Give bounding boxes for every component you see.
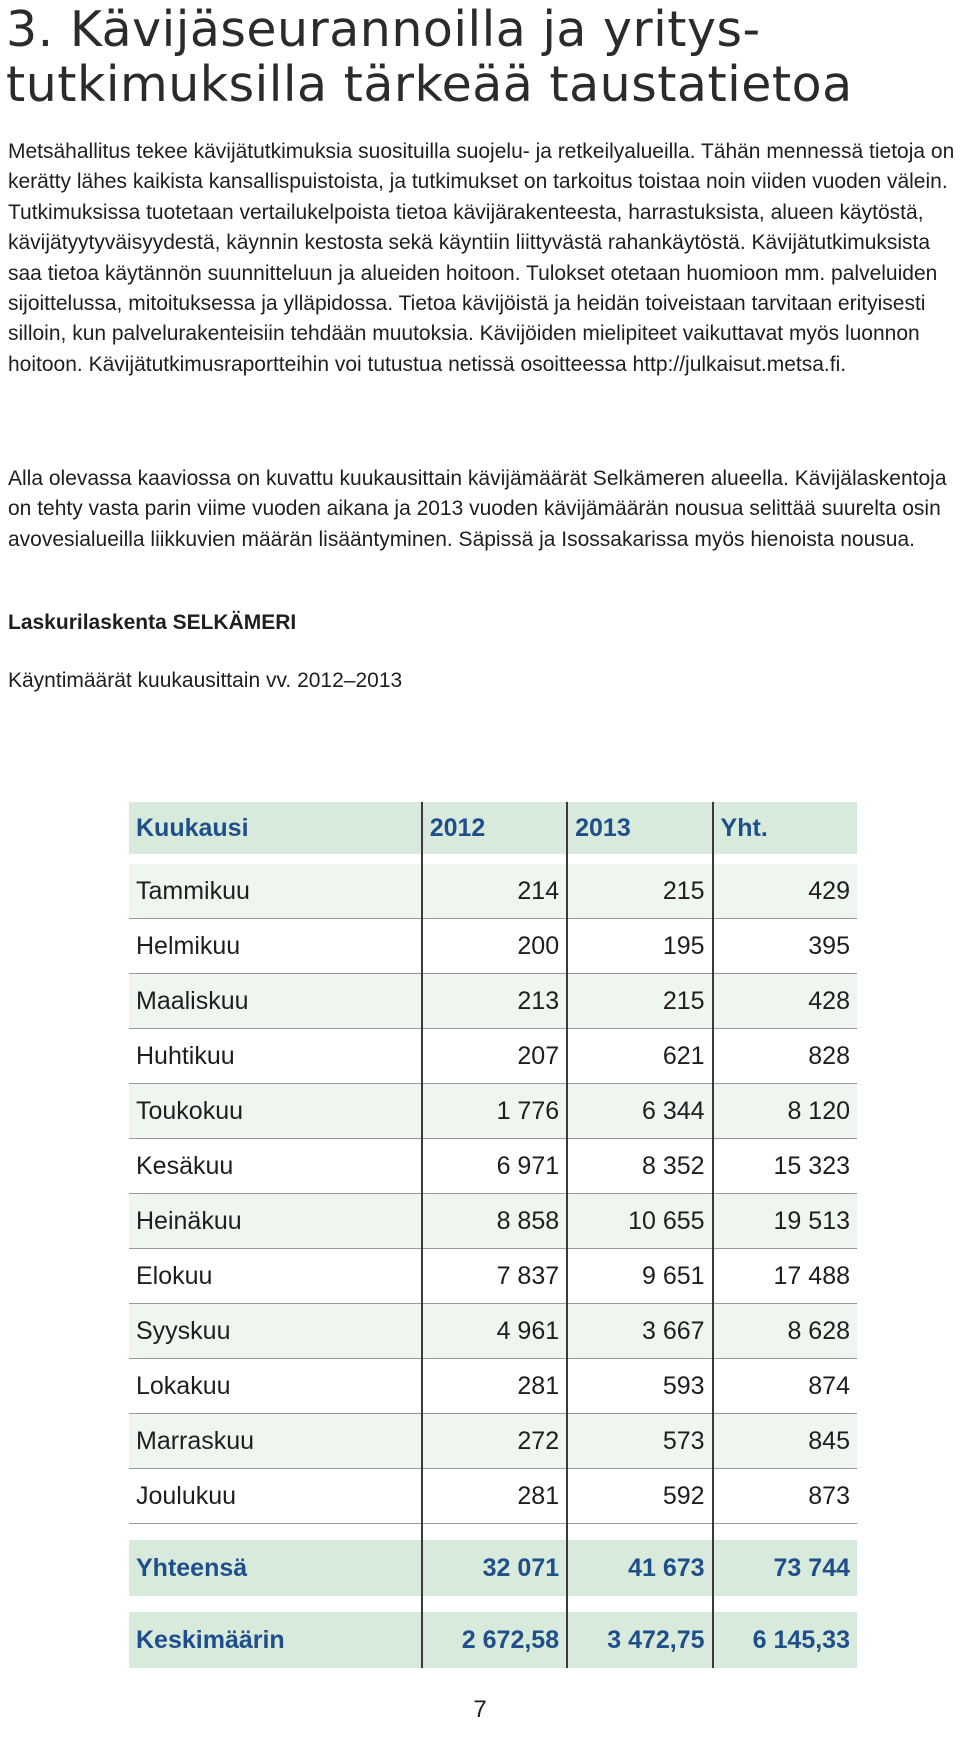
total-cell: 828 bbox=[713, 1029, 857, 1084]
value-2012-cell: 207 bbox=[422, 1029, 567, 1084]
month-cell: Syyskuu bbox=[129, 1304, 422, 1359]
month-cell: Huhtikuu bbox=[129, 1029, 422, 1084]
total-cell: 429 bbox=[713, 864, 857, 919]
month-cell: Helmikuu bbox=[129, 919, 422, 974]
table-row bbox=[129, 1469, 857, 1524]
section-heading bbox=[6, 2, 946, 112]
total-cell: 845 bbox=[713, 1414, 857, 1469]
visitor-count-table bbox=[129, 802, 857, 1668]
table-row bbox=[129, 1359, 857, 1414]
month-cell: Toukokuu bbox=[129, 1084, 422, 1139]
table-header-row bbox=[129, 802, 857, 854]
intro-paragraph: Metsähallitus tekee kävijätutkimuksia suosituilla suojelu- ja retkeilyalueilla. Tähän mennessä tietoja on kerätty lähes kaikista kansallispuistoista, ja tutkimukset on tarkoitus toistaa noin viiden vuoden välein. Tutkimuksissa tuotetaan vertailukelpoista tietoa kävijärakenteesta, harrastuksista, alueen käytöstä, kävijätyytyväisyydestä, käynnin kestosta sekä käyntiin liittyvästä rahankäytöstä. Kävijätutkimuksista saa tietoa käytännön suunnitteluun ja alueiden hoitoon. Tulokset otetaan huomioon mm. palveluiden sijoittelussa, mitoituksessa ja ylläpidossa. Tietoa kävijöistä ja heidän toiveistaan tarvitaan erityisesti silloin, kun palvelurakenteisiin tehdään muutoksia. Kävijöiden mielipiteet vaikuttavat myös luonnon hoitoon. Kävijätutkimusraportteihin voi tutustua netissä osoitteessa http://julkaisut.metsa.fi. bbox=[8, 140, 955, 376]
page-number: 7 bbox=[473, 1696, 487, 1723]
value-2013-cell: 215 bbox=[567, 864, 712, 919]
total-label-cell: Yhteensä bbox=[129, 1540, 422, 1596]
table-section-label: Laskurilaskenta SELKÄMERI bbox=[8, 611, 297, 634]
value-2012-cell: 200 bbox=[422, 919, 567, 974]
average-label-cell: Keskimäärin bbox=[129, 1612, 422, 1668]
table-spacer bbox=[129, 1596, 857, 1612]
total-cell: 19 513 bbox=[713, 1194, 857, 1249]
value-2012-cell: 281 bbox=[422, 1359, 567, 1414]
section-heading-line-1: 3. Kävijäseurannoilla ja yritys- bbox=[6, 1, 761, 58]
month-cell: Tammikuu bbox=[129, 864, 422, 919]
table-row bbox=[129, 1084, 857, 1139]
value-2013-cell: 621 bbox=[567, 1029, 712, 1084]
month-cell: Elokuu bbox=[129, 1249, 422, 1304]
table-spacer bbox=[129, 854, 857, 864]
total-cell: 17 488 bbox=[713, 1249, 857, 1304]
chart-description-paragraph: Alla olevassa kaaviossa on kuvattu kuukausittain kävijämäärät Selkämeren alueella. Kävijälaskentoja on tehty vasta parin viime vuoden aikana ja 2013 vuoden kävijämäärän nousua selittää suurelta osin avovesialueilla liikkuvien määrän lisääntyminen. Säpissä ja Isossakarissa myös hienoista nousua. bbox=[8, 467, 947, 551]
table-row bbox=[129, 1029, 857, 1084]
average-2013-cell: 3 472,75 bbox=[567, 1612, 712, 1668]
month-cell: Kesäkuu bbox=[129, 1139, 422, 1194]
value-2013-cell: 10 655 bbox=[567, 1194, 712, 1249]
total-cell: 15 323 bbox=[713, 1139, 857, 1194]
value-2012-cell: 281 bbox=[422, 1469, 567, 1524]
header-cell-2013: 2013 bbox=[567, 802, 712, 854]
month-cell: Heinäkuu bbox=[129, 1194, 422, 1249]
value-2013-cell: 593 bbox=[567, 1359, 712, 1414]
value-2013-cell: 573 bbox=[567, 1414, 712, 1469]
table-caption: Käyntimäärät kuukausittain vv. 2012–2013 bbox=[8, 669, 403, 692]
table-row bbox=[129, 1304, 857, 1359]
table-spacer bbox=[129, 1524, 857, 1541]
grand-total-cell: 73 744 bbox=[713, 1540, 857, 1596]
table-row bbox=[129, 919, 857, 974]
section-heading-line-2: tutkimuksilla tärkeää taustatietoa bbox=[6, 56, 853, 113]
total-cell: 873 bbox=[713, 1469, 857, 1524]
table-row bbox=[129, 1414, 857, 1469]
value-2013-cell: 215 bbox=[567, 974, 712, 1029]
month-cell: Maaliskuu bbox=[129, 974, 422, 1029]
table-row bbox=[129, 1194, 857, 1249]
value-2012-cell: 214 bbox=[422, 864, 567, 919]
value-2012-cell: 1 776 bbox=[422, 1084, 567, 1139]
table-row bbox=[129, 974, 857, 1029]
average-2012-cell: 2 672,58 bbox=[422, 1612, 567, 1668]
month-cell: Lokakuu bbox=[129, 1359, 422, 1414]
table-average-row bbox=[129, 1612, 857, 1668]
value-2012-cell: 7 837 bbox=[422, 1249, 567, 1304]
value-2013-cell: 6 344 bbox=[567, 1084, 712, 1139]
value-2013-cell: 8 352 bbox=[567, 1139, 712, 1194]
value-2012-cell: 8 858 bbox=[422, 1194, 567, 1249]
average-total-cell: 6 145,33 bbox=[713, 1612, 857, 1668]
total-cell: 428 bbox=[713, 974, 857, 1029]
value-2012-cell: 6 971 bbox=[422, 1139, 567, 1194]
month-cell: Joulukuu bbox=[129, 1469, 422, 1524]
total-2013-cell: 41 673 bbox=[567, 1540, 712, 1596]
header-cell-month: Kuukausi bbox=[129, 802, 422, 854]
value-2013-cell: 3 667 bbox=[567, 1304, 712, 1359]
total-cell: 8 120 bbox=[713, 1084, 857, 1139]
value-2013-cell: 195 bbox=[567, 919, 712, 974]
header-cell-2012: 2012 bbox=[422, 802, 567, 854]
table-row bbox=[129, 1139, 857, 1194]
table-total-row bbox=[129, 1540, 857, 1596]
table-row bbox=[129, 864, 857, 919]
value-2013-cell: 592 bbox=[567, 1469, 712, 1524]
total-cell: 8 628 bbox=[713, 1304, 857, 1359]
value-2012-cell: 4 961 bbox=[422, 1304, 567, 1359]
value-2012-cell: 213 bbox=[422, 974, 567, 1029]
total-cell: 395 bbox=[713, 919, 857, 974]
value-2013-cell: 9 651 bbox=[567, 1249, 712, 1304]
month-cell: Marraskuu bbox=[129, 1414, 422, 1469]
header-cell-total: Yht. bbox=[713, 802, 857, 854]
total-cell: 874 bbox=[713, 1359, 857, 1414]
total-2012-cell: 32 071 bbox=[422, 1540, 567, 1596]
table-row bbox=[129, 1249, 857, 1304]
value-2012-cell: 272 bbox=[422, 1414, 567, 1469]
